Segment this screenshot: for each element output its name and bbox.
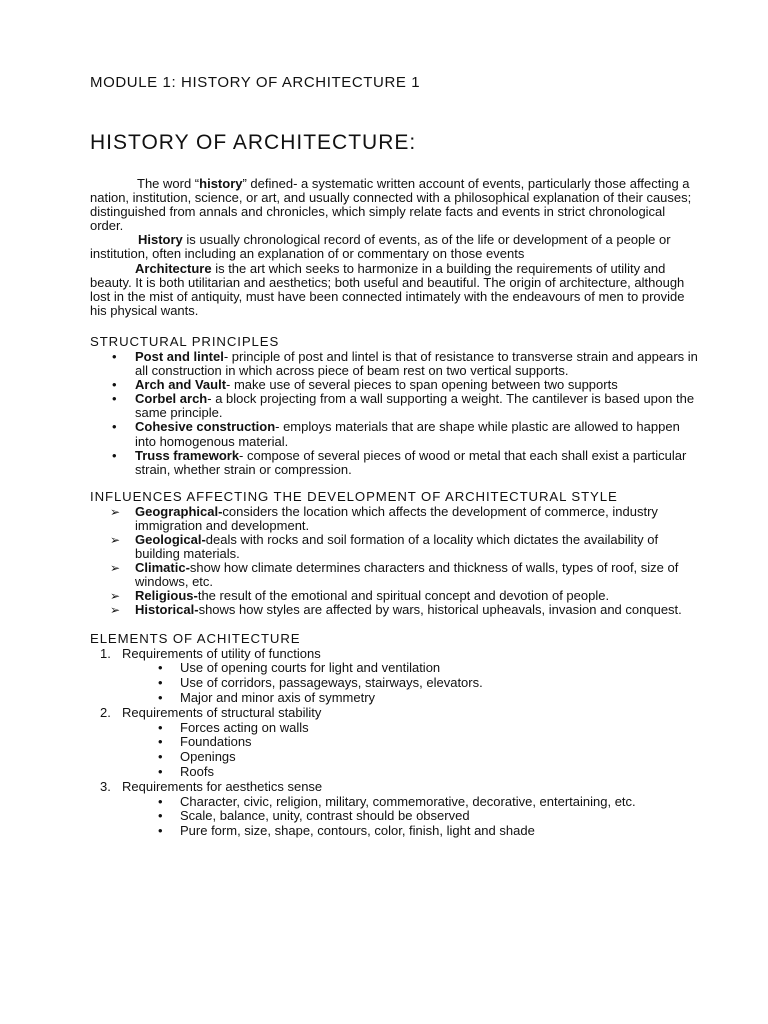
list-item: • Cohesive construction- employs materials that are shape while plastic are allowed to happen into homogenous material.	[112, 419, 680, 449]
list-item: ➢ Geological-deals with rocks and soil formation of a locality which dictates the availability of building materials.	[110, 531, 659, 562]
elements-heading: ELEMENTS OF ACHITECTURE	[90, 630, 301, 646]
list-item: • Pure form, size, shape, contours, color, finish, light and shade	[158, 823, 535, 839]
list-item: • Truss framework- compose of several pieces of wood or metal that each shall exist a particular strain, whether strain or compression.	[112, 447, 687, 477]
list-item: 1. Requirements of utility of functions • Use of opening courts for light and ventilation • Use of corridors, passageways, stairways, elevators. • Major and minor axis of symmetry	[90, 647, 698, 706]
list-item: ➢ Climatic-show how climate determines characters and thickness of walls, types of roof, size of windows, etc.	[110, 560, 679, 590]
arrow-bullet-icon: ➢	[110, 589, 121, 604]
list-item: 2. Requirements of structural stability • Forces acting on walls • Foundations • Openings • Roofs	[90, 706, 698, 780]
list-item: • Scale, balance, unity, contrast should be observed	[158, 808, 470, 824]
list-item: • Corbel arch- a block projecting from a wall supporting a weight. The cantilever is based upon the same principle.	[112, 391, 695, 421]
list-item: • Arch and Vault- make use of several pieces to span opening between two supports	[112, 377, 618, 393]
intro-paragraph-2: History is usually chronological record of events, as of the life or development of a people or institution, often including an explanation of or commentary on those events	[90, 232, 671, 262]
list-item: • Forces acting on walls	[158, 719, 309, 735]
arrow-bullet-icon: ➢	[110, 603, 121, 618]
list-item: • Use of corridors, passageways, stairways, elevators.	[158, 675, 483, 691]
list-item: • Character, civic, religion, military, commemorative, decorative, entertaining, etc.	[158, 793, 636, 809]
list-item: ➢ Religious-the result of the emotional and spiritual concept and devotion of people.	[110, 588, 610, 604]
list-item: • Post and lintel- principle of post and lintel is that of resistance to transverse strain and appears in all construction in which across piece of beam rest on two vertical supports.	[112, 348, 698, 379]
structural-principles-list	[90, 350, 698, 477]
list-item: • Major and minor axis of symmetry	[158, 689, 376, 705]
module-heading: MODULE 1: HISTORY OF ARCHITECTURE 1	[90, 74, 421, 91]
page-title: HISTORY OF ARCHITECTURE:	[90, 131, 417, 154]
list-item: ➢ Geographical-considers the location which affects the development of commerce, industry immigration and development.	[110, 503, 658, 533]
list-item: • Use of opening courts for light and ventilation	[158, 660, 441, 676]
list-item: • Foundations	[158, 734, 252, 750]
structural-principles-heading: STRUCTURAL PRINCIPLES	[90, 333, 280, 349]
list-item: • Roofs	[158, 763, 214, 779]
intro-paragraph-1: The word “history” defined- a systematic written account of events, particularly those affecting a nation, institution, science, or art, and usually connected with a philosophical explanation of their causes; distinguished from annals and chronicles, which simply relate facts and events in strict chronological order.	[90, 176, 692, 234]
list-item: 3. Requirements for aesthetics sense • Character, civic, religion, military, commemorative, decorative, entertaining, etc. • Scale, balance, unity, contrast should be observed • Pure form, size, shape, contours, color, finish, light and shade	[90, 780, 698, 839]
arrow-bullet-icon: ➢	[110, 532, 121, 547]
arrow-bullet-icon: ➢	[110, 561, 121, 576]
influences-heading: INFLUENCES AFFECTING THE DEVELOPMENT OF ARCHITECTURAL STYLE	[90, 488, 618, 504]
list-item: • Openings	[158, 749, 236, 765]
list-item: ➢ Historical-shows how styles are affected by wars, historical upheavals, invasion and conquest.	[110, 602, 682, 618]
elements-list	[90, 647, 698, 839]
influences-list	[90, 505, 698, 618]
intro-paragraph-3: Architecture is the art which seeks to harmonize in a building the requirements of utility and beauty. It is both utilitarian and aesthetics; both useful and beautiful. The origin of architecture, although lost in the mist of antiquity, must have been connected intimately with the endeavours of men to provide his physical wants.	[90, 260, 685, 318]
arrow-bullet-icon: ➢	[110, 504, 121, 519]
